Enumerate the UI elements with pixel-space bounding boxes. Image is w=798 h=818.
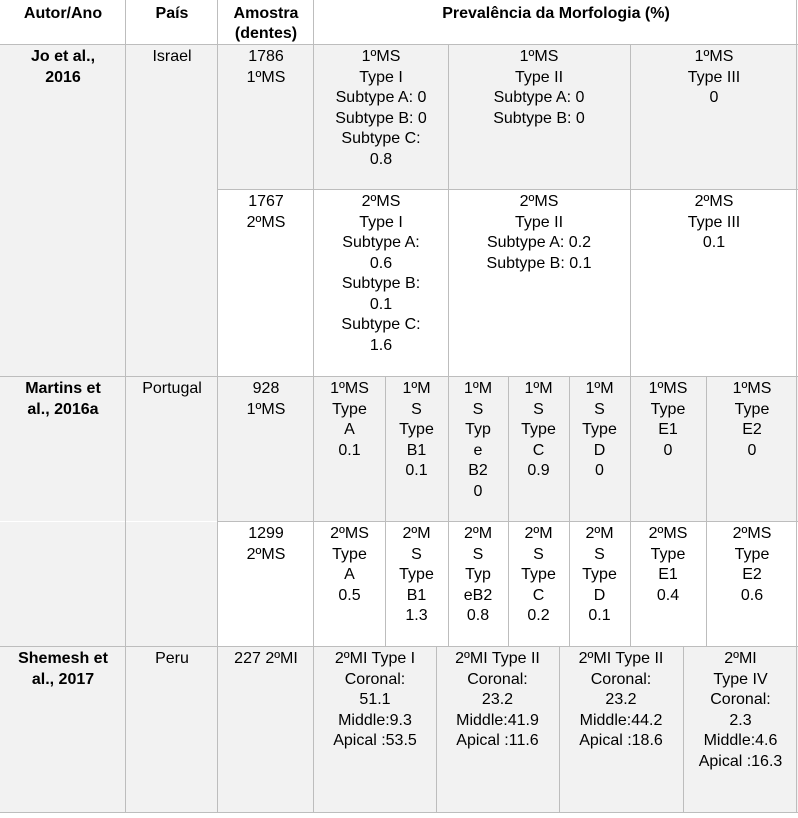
- jo-country: Israel: [152, 48, 192, 65]
- martins-r1-type-a: 1ºMS Type A 0.1: [330, 380, 369, 459]
- header-prevalence: Prevalência da Morfologia (%): [442, 5, 670, 22]
- header-sample: Amostra (dentes): [233, 5, 299, 42]
- header-author: Autor/Ano: [23, 5, 103, 22]
- shemesh-country: Peru: [155, 650, 189, 667]
- grid-line: [683, 646, 684, 813]
- jo-r1-sample: 1786 1ºMS: [246, 48, 286, 86]
- grid-line: [508, 376, 509, 646]
- grid-line: [313, 0, 314, 813]
- martins-r1-type-e1: 1ºMS Type E1 0: [648, 380, 688, 459]
- grid-line: [569, 376, 570, 646]
- grid-line: [0, 376, 798, 377]
- shemesh-type1: 2ºMI Type I Coronal: 51.1 Middle:9.3 Apical :53.5: [333, 650, 417, 749]
- grid-line: [217, 0, 218, 813]
- grid-line: [448, 44, 449, 646]
- jo-r1-type1: 1ºMS Type I Subtype A: 0 Subtype B: 0 Subtype C: 0.8: [335, 48, 427, 168]
- grid-line: [796, 0, 797, 813]
- jo-r1-type2: 1ºMS Type II Subtype A: 0 Subtype B: 0: [493, 48, 585, 127]
- grid-line: [385, 376, 386, 646]
- jo-r2-sample: 1767 2ºMS: [246, 193, 286, 231]
- jo-r1-type3: 1ºMS Type III 0: [687, 48, 741, 106]
- martins-r1-type-b2: 1ºM S Typ e B2 0: [463, 380, 493, 500]
- martins-row2-shaded: [0, 522, 218, 646]
- jo-author: Jo et al., 2016: [30, 48, 96, 86]
- shemesh-type2b: 2ºMI Type II Coronal: 23.2 Middle:44.2 Apical :18.6: [578, 650, 664, 749]
- grid-line: [218, 189, 798, 190]
- martins-author: Martins et al., 2016a: [25, 380, 101, 418]
- grid-line: [630, 44, 631, 646]
- martins-r2-type-e1: 2ºMS Type E1 0.4: [648, 525, 688, 604]
- martins-r1-type-c: 1ºM S Type C 0.9: [521, 380, 556, 479]
- martins-r2-type-b2: 2ºM S Typ eB2 0.8: [463, 525, 493, 624]
- grid-line: [436, 646, 437, 813]
- jo-r2-type2: 2ºMS Type II Subtype A: 0.2 Subtype B: 0.1: [486, 193, 592, 272]
- header-country: País: [155, 5, 189, 22]
- shemesh-author: Shemesh et al., 2017: [18, 650, 108, 688]
- martins-r1-sample: 928 1ºMS: [246, 380, 286, 418]
- shemesh-type4: 2ºMI Type IV Coronal: 2.3 Middle:4.6 Apical :16.3: [698, 650, 783, 770]
- martins-r1-type-e2: 1ºMS Type E2 0: [732, 380, 772, 459]
- jo-shaded-area: [0, 45, 218, 376]
- martins-r1-type-d: 1ºM S Type D 0: [582, 380, 617, 479]
- grid-line: [0, 646, 798, 647]
- grid-line: [706, 376, 707, 646]
- shemesh-type2: 2ºMI Type II Coronal: 23.2 Middle:41.9 Apical :11.6: [455, 650, 540, 749]
- martins-r2-sample: 1299 2ºMS: [246, 525, 286, 563]
- martins-r2-type-e2: 2ºMS Type E2 0.6: [732, 525, 772, 604]
- table-header: [0, 0, 798, 44]
- martins-r2-type-d: 2ºM S Type D 0.1: [582, 525, 617, 624]
- martins-country: Portugal: [142, 380, 202, 397]
- jo-r2-type3: 2ºMS Type III 0.1: [687, 193, 741, 251]
- martins-r2-type-b1: 2ºM S Type B1 1.3: [399, 525, 434, 624]
- grid-line: [559, 646, 560, 813]
- jo-r2-type1: 2ºMS Type I Subtype A: 0.6 Subtype B: 0.1 Subtype C: 1.6: [341, 193, 421, 354]
- martins-r2-type-a: 2ºMS Type A 0.5: [330, 525, 369, 604]
- grid-line: [0, 812, 798, 813]
- martins-r2-type-c: 2ºM S Type C 0.2: [521, 525, 556, 624]
- grid-line: [125, 0, 126, 813]
- shemesh-sample: 227 2ºMI: [234, 650, 298, 667]
- grid-line: [0, 44, 798, 45]
- martins-r1-type-b1: 1ºM S Type B1 0.1: [399, 380, 434, 479]
